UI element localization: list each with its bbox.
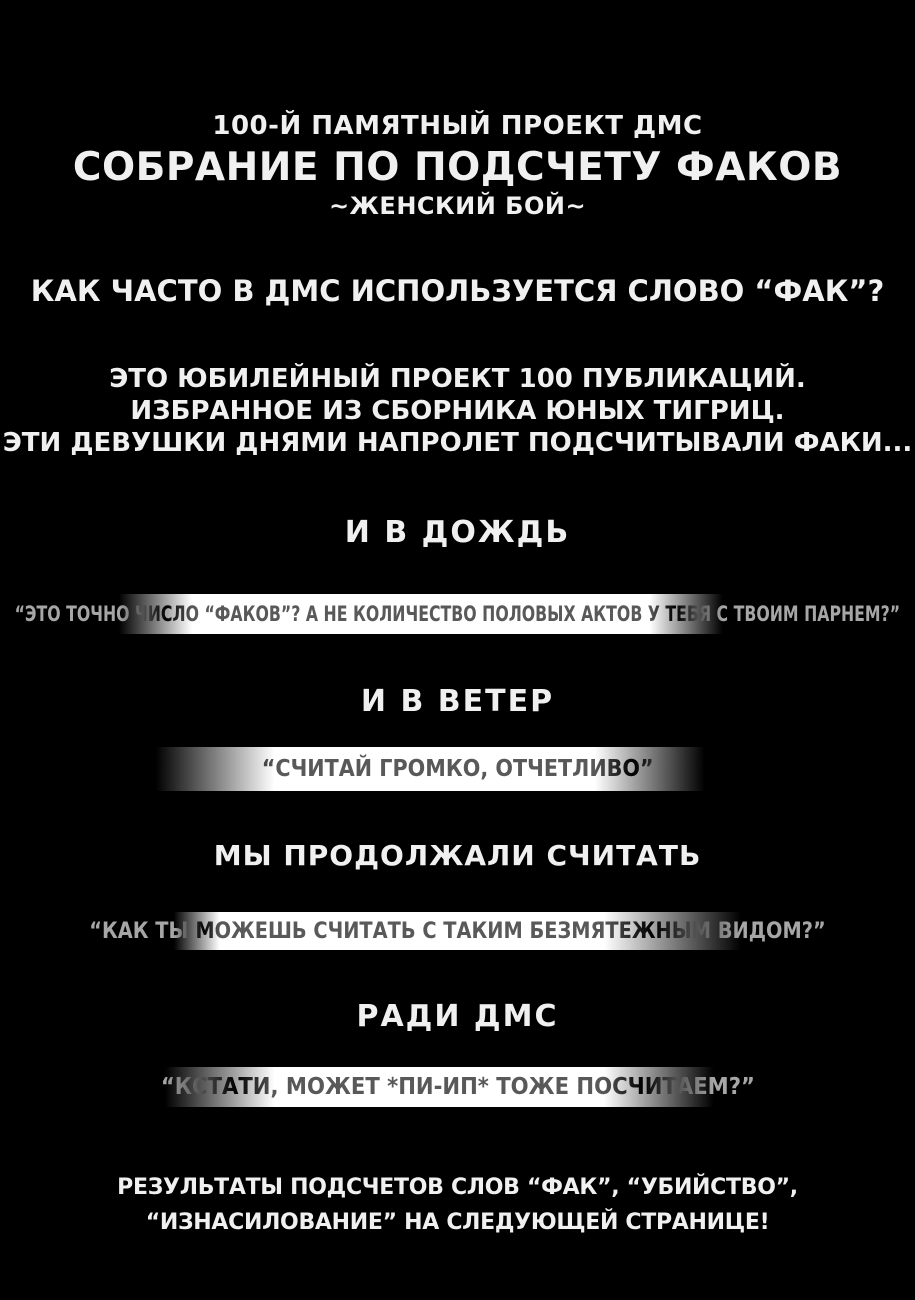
outro-line-2: “ИЗНАСИЛОВАНИЕ” НА СЛЕДУЮЩЕЙ СТРАНИЦЕ!	[145, 1210, 770, 1235]
heading-dmc: РАДИ ДМС	[356, 999, 559, 1034]
heading-wind: И В ВЕТЕР	[360, 684, 555, 719]
outro-line-1: РЕЗУЛЬТАТЫ ПОДСЧЕТОВ СЛОВ “ФАК”, “УБИЙСТВО”,	[117, 1175, 798, 1200]
title-subtitle: ~ЖЕНСКИЙ БОЙ~	[328, 192, 587, 220]
speech-band-wind	[0, 747, 915, 791]
intro-line-1: ЭТО ЮБИЛЕЙНЫЙ ПРОЕКТ 100 ПУБЛИКАЦИЙ.	[109, 364, 806, 394]
speech-band-dmc	[0, 1067, 915, 1107]
heading-rain: И В ДОЖДЬ	[344, 515, 571, 550]
heading-counting: МЫ ПРОДОЛЖАЛИ СЧИТАТЬ	[213, 839, 702, 872]
intro-line-2: ИЗБРАННОЕ ИЗ СБОРНИКА ЮНЫХ ТИГРИЦ.	[130, 396, 785, 426]
page-title: СОБРАНИЕ ПО ПОДСЧЕТУ ФАКОВ	[72, 145, 843, 190]
speech-band-rain	[0, 594, 915, 634]
speech-band-counting	[0, 912, 915, 950]
speech-quote-counting: “КАК ТЫ МОЖЕШЬ СЧИТАТЬ С ТАКИМ БЕЗМЯТЕЖНЫМ ВИДОМ?”	[89, 918, 826, 944]
speech-quote-rain: “ЭТО ТОЧНО ЧИСЛО “ФАКОВ”? А НЕ КОЛИЧЕСТВО ПОЛОВЫХ АКТОВ У ТЕБЯ С ТВОИМ ПАРНЕМ?”	[14, 602, 901, 626]
title-kicker: 100-Й ПАМЯТНЫЙ ПРОЕКТ ДМС	[212, 111, 703, 141]
intro-line-3: ЭТИ ДЕВУШКИ ДНЯМИ НАПРОЛЕТ ПОДСЧИТЫВАЛИ ФАКИ...	[2, 428, 913, 458]
speech-quote-wind: “СЧИТАЙ ГРОМКО, ОТЧЕТЛИВО”	[261, 756, 654, 782]
question-line: КАК ЧАСТО В ДМС ИСПОЛЬЗУЕТСЯ СЛОВО “ФАК”?	[30, 274, 885, 308]
speech-quote-dmc: “КСТАТИ, МОЖЕТ *ПИ-ИП* ТОЖЕ ПОСЧИТАЕМ?”	[160, 1074, 755, 1100]
